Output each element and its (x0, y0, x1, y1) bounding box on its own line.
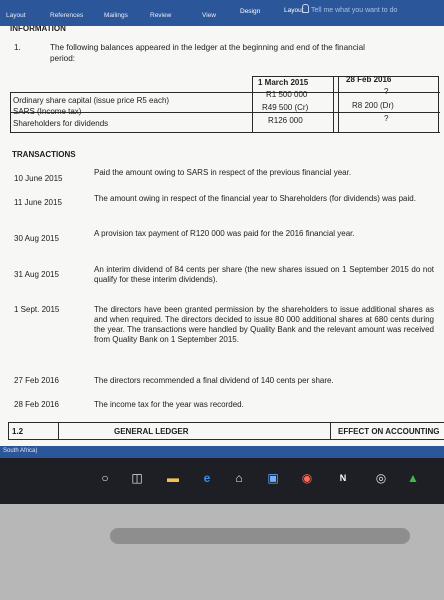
chrome-icon[interactable]: ▣ (267, 471, 279, 485)
tab-layout-table[interactable]: Layout (284, 7, 304, 14)
media-icon[interactable]: ⌂ (235, 471, 243, 485)
table-line (338, 76, 339, 132)
header-28-feb-2016: 28 Feb 2016 (346, 75, 392, 84)
transaction-date: 31 Aug 2015 (14, 270, 59, 279)
tab-mailings[interactable]: Mailings (104, 12, 128, 19)
item-number: 1. (14, 43, 21, 52)
row-label-share-capital: Ordinary share capital (issue price R5 each) (13, 96, 170, 105)
table-line (58, 422, 59, 439)
transaction-date: 28 Feb 2016 (14, 400, 59, 409)
cell-shareholders-2015: R126 000 (268, 116, 303, 125)
transaction-date: 30 Aug 2015 (14, 234, 59, 243)
tab-references[interactable]: References (50, 12, 84, 19)
cell-sars-2015: R49 500 (Cr) (262, 103, 309, 112)
table-line (330, 422, 331, 439)
table-line (438, 76, 439, 132)
table-line (10, 92, 11, 132)
table-line (10, 132, 440, 133)
transaction-text: The amount owing in respect of the financial year to Shareholders (for dividends) was paid. (94, 194, 416, 203)
transaction-text: Paid the amount owing to SARS in respect of the previous financial year. (94, 168, 352, 177)
monitor-bezel (0, 504, 444, 600)
language-status[interactable]: South Africa) (3, 448, 38, 454)
file-explorer-icon[interactable]: ◫ (131, 471, 143, 485)
task-view-icon[interactable]: ○ (101, 471, 109, 485)
taskbar (0, 458, 444, 504)
ribbon (0, 0, 444, 26)
monitor-stand (110, 528, 410, 544)
table-line (8, 439, 444, 440)
ledger-number: 1.2 (12, 427, 24, 436)
tab-review[interactable]: Review (150, 12, 172, 19)
table-line (252, 76, 253, 132)
app-icon[interactable]: ▲ (407, 471, 419, 485)
tell-me-box[interactable] (302, 4, 397, 14)
table-line (10, 92, 440, 93)
lightbulb-icon (302, 4, 309, 13)
tab-layout[interactable]: Layout (6, 12, 26, 19)
transaction-text: An interim dividend of 84 cents per share (the new shares issued on 1 September 2015 do not qualify for these interim dividends). (94, 265, 434, 284)
effect-header: EFFECT ON ACCOUNTING (338, 427, 440, 436)
transaction-date: 27 Feb 2016 (14, 376, 59, 385)
transaction-date: 11 June 2015 (14, 198, 62, 207)
document-page[interactable] (0, 26, 444, 446)
transaction-text: The directors recommended a final dividend of 140 cents per share. (94, 376, 334, 385)
cell-shareholders-2016: ? (384, 114, 389, 123)
row-label-shareholders: Shareholders for dividends (13, 119, 109, 128)
ledger-header: GENERAL LEDGER (114, 427, 189, 436)
edge-icon[interactable]: ▬ (167, 471, 179, 485)
onenote-icon[interactable]: ◉ (301, 471, 313, 485)
row-label-sars: SARS (Income tax) (13, 107, 82, 116)
intro-line-1: The following balances appeared in the ledger at the beginning and end of the financial (50, 43, 365, 52)
cell-sars-2016: R8 200 (Dr) (352, 101, 394, 110)
tell-me-text: Tell me what you want to do (311, 7, 398, 14)
transactions-heading: TRANSACTIONS (12, 150, 76, 159)
cell-share-capital-2016: ? (384, 87, 389, 96)
camera-icon[interactable]: N (339, 473, 347, 483)
tab-view[interactable]: View (202, 12, 216, 19)
transaction-date: 1 Sept. 2015 (14, 305, 60, 314)
transaction-date: 10 June 2015 (14, 174, 63, 183)
header-1-march-2015: 1 March 2015 (258, 78, 309, 87)
section-heading: INFORMATION (10, 26, 66, 33)
transaction-text: The directors have been granted permission by the shareholders to issue additional shares as and when required. The directors decided to issue 80 000 additional shares at 680 cents during the year. The transactions were handled by Quality Bank and the relevant amount was received from Quality Bank on 1 September 2015. (94, 305, 434, 344)
table-line (333, 76, 334, 132)
intro-line-2: period: (50, 54, 76, 63)
transaction-text: The income tax for the year was recorded. (94, 400, 244, 409)
store-icon[interactable]: e (203, 471, 211, 485)
status-bar (0, 446, 444, 458)
cell-share-capital-2015: R1 500 000 (266, 90, 308, 99)
app-icon[interactable]: ◎ (375, 471, 387, 485)
table-line (8, 422, 9, 439)
transaction-text: A provision tax payment of R120 000 was paid for the 2016 financial year. (94, 229, 355, 238)
table-line (252, 76, 438, 77)
table-line (8, 422, 444, 423)
tab-design[interactable]: Design (240, 8, 261, 15)
